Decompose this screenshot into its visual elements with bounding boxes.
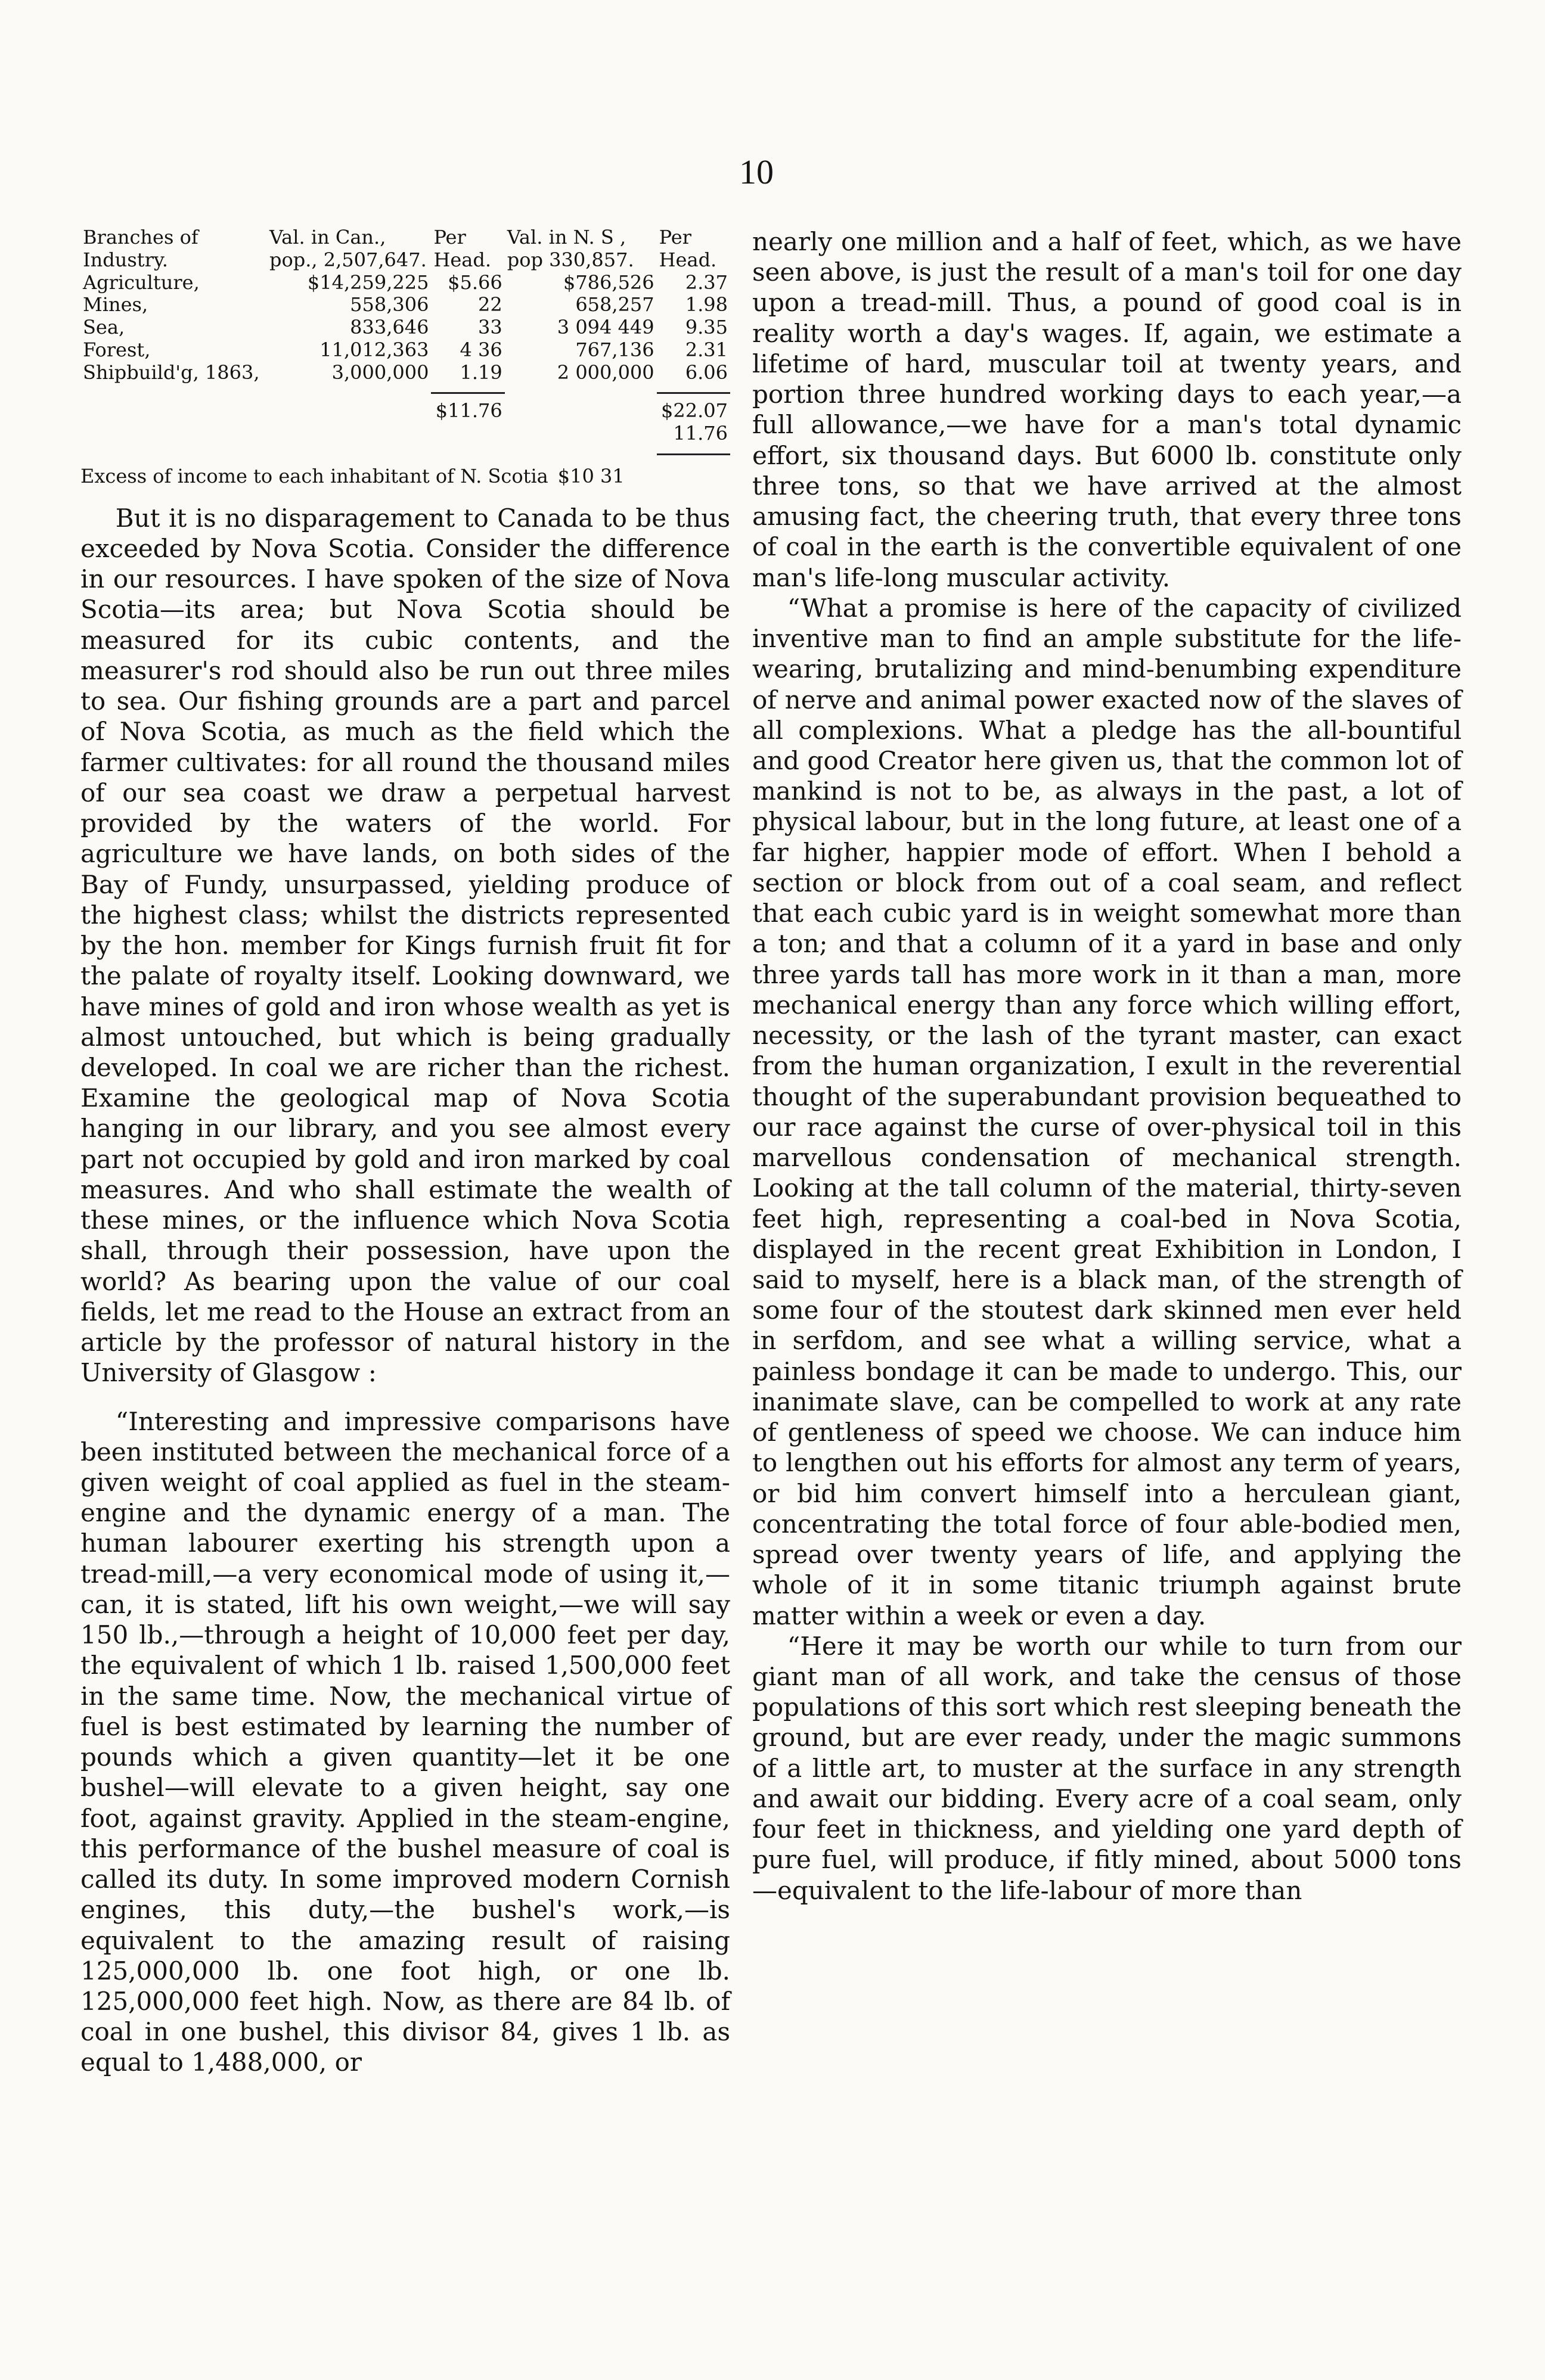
ns-total-per-head: $22.07 — [661, 399, 728, 422]
total-rule-row — [80, 384, 730, 393]
canada-per-head-cell: 4 36 — [460, 338, 502, 361]
table-header-row — [80, 226, 730, 272]
canada-per-head-cell: 1.19 — [460, 361, 502, 384]
right-column — [752, 226, 1462, 1906]
canada-total-per-head: $11.76 — [435, 399, 502, 422]
excess-income-line — [80, 465, 730, 487]
left-column — [80, 226, 730, 2092]
branch-cell: Sea, — [83, 316, 125, 338]
paragraph-census: “Here it may be worth our while to turn from our giant man of all work, and take the census of those populations of this sort which rest sleeping beneath the ground, but are ever ready, under the magic summons of a little art, to muster at the surface in any strength and await our bidding. Every acre of a coal seam, only four feet in thickness, and yielding one yard depth of pure fuel, will produce, if fitly mined, about 5000 tons—equivalent to the life-labour of more than — [752, 1631, 1462, 1905]
branch-cell: Mines, — [83, 293, 148, 316]
branch-cell: Agriculture, — [83, 271, 200, 294]
excess-income-label: Excess of income to each inhabitant of N. Scotia — [80, 464, 548, 487]
table-row — [80, 339, 730, 362]
header-branches: Branches of Industry. — [83, 226, 198, 271]
excess-income-value: $10 31 — [557, 464, 625, 487]
paragraph-pound-of-coal: nearly one million and a half of feet, which, as we have seen above, is just the result of a man's toil for one day upon a tread-mill. Thus, a pound of good coal is in reality worth a day's wages. If, again, we estimate a lifetime of hard, muscular toil at twenty years, and portion three hundred working days to each year,—a full allowance,—we have for a man's total dynamic effort, six thousand days. But 6000 lb. constitute only three tons, so that we have arrived at the almost amusing fact, the cheering truth, that every three tons of coal in the earth is the convertible equivalent of one man's life-long muscular activity. — [752, 227, 1462, 592]
canada-value-cell: 833,646 — [350, 316, 429, 338]
table-row — [80, 362, 730, 384]
header-per-head-canada: Per Head. — [433, 226, 492, 271]
industry-value-table — [80, 226, 730, 455]
ns-per-head-cell: 1.98 — [685, 293, 728, 316]
canada-per-head-cell: $5.66 — [448, 271, 502, 294]
canada-value-cell: 558,306 — [350, 293, 429, 316]
table-row — [80, 294, 730, 316]
ns-subtract-value: 11.76 — [673, 422, 728, 445]
canada-total-rule — [431, 384, 504, 393]
canada-per-head-cell: 22 — [478, 293, 502, 316]
page-number: 10 — [739, 153, 774, 191]
paragraph-quote-coal-force: “Interesting and impressive comparisons have been instituted between the mechanical force of a given weight of coal applied as fuel in the steam-engine and the dynamic energy of a man. The human labourer exerting his strength upon a tread-mill,—a very economical mode of using it,—can, it is stated, lift his own weight,—we will say 150 lb.,—through a height of 10,000 feet per day, the equivalent of which 1 lb. raised 1,500,000 feet in the same time. Now, the mechanical virtue of fuel is best estimated by learning the number of pounds which a given quantity—let it be one bushel—will elevate to a given height, say one foot, against gravity. Applied in the steam-engine, this performance of the bushel measure of coal is called its duty. In some improved modern Cornish engines, this duty,—the bushel's work,—is equivalent to the amazing result of raising 125,000,000 lb. one foot high, or one lb. 125,000,000 feet high. Now, as there are 84 lb. of coal in one bushel, this divisor 84, gives 1 lb. as equal to 1,488,000, or — [80, 1406, 730, 2077]
ns-value-cell: 767,136 — [575, 338, 654, 361]
canada-value-cell: 11,012,363 — [319, 338, 429, 361]
canada-value-cell: 3,000,000 — [331, 361, 429, 384]
canada-value-cell: $14,259,225 — [307, 271, 429, 294]
subtract-row — [80, 422, 730, 445]
ns-total-rule — [657, 384, 730, 393]
canada-per-head-cell: 33 — [478, 316, 502, 338]
ns-value-cell: 2 000,000 — [557, 361, 654, 384]
subtract-rule-row — [80, 445, 730, 455]
ns-per-head-cell: 2.31 — [685, 338, 728, 361]
ns-value-cell: 658,257 — [575, 293, 654, 316]
table-row — [80, 316, 730, 339]
table-row — [80, 272, 730, 294]
header-per-head-nova-scotia: Per Head. — [659, 226, 717, 271]
ns-value-cell: $786,526 — [563, 271, 654, 294]
totals-row — [80, 393, 730, 422]
paragraph-promise: “What a promise is here of the capacity of civilized inventive man to find an ample substitute for the life-wearing, brutalizing and mind-benumbing expenditure of nerve and animal power exacted now of the slaves of all complexions. What a pledge has the all-bountiful and good Creator here given us, that the common lot of mankind is not to be, as always in the past, a lot of physical labour, but in the long future, at least one of a far higher, happier mode of effort. When I behold a section or block from out of a coal seam, and reflect that each cubic yard is in weight somewhat more than a ton; and that a column of it a yard in base and only three yards tall has more work in it than a man, more mechanical energy than any force which willing effort, necessity, or the lash of the tyrant master, can exact from the human organization, I exult in the reverential thought of the superabundant provision bequeathed to our race against the curse of over-physical toil in this marvellous condensation of mechanical strength. Looking at the tall column of the material, thirty-seven feet high, representing a coal-bed in Nova Scotia, displayed in the recent great Exhibition in London, I said to myself, here is a black man, of the strength of some four of the stoutest dark skinned men ever held in serfdom, and see what a willing service, what a painless bondage it can be made to undergo. This, our inanimate slave, can be compelled to work at any rate of gentleness of speed we choose. We can induce him to lengthen out his efforts for almost any term of years, or bid him convert himself into a herculean giant, concentrating the total force of four able-bodied men, spread over twenty years of life, and applying the whole of it in some titanic triumph against brute matter within a week or even a day. — [752, 593, 1462, 1630]
ns-per-head-cell: 2.37 — [685, 271, 728, 294]
header-val-canada: Val. in Can., pop., 2,507,647. — [269, 226, 427, 271]
branch-cell: Forest, — [83, 338, 151, 361]
ns-per-head-cell: 9.35 — [685, 316, 728, 338]
paragraph-disparagement: But it is no disparagement to Canada to be thus exceeded by Nova Scotia. Consider the difference in our resources. I have spoken of the size of Nova Scotia—its area; but Nova Scotia should be measured for its cubic contents, and the measurer's rod should also be run out three miles to sea. Our fishing grounds are a part and parcel of Nova Scotia, as much as the field which the farmer cultivates: for all round the thousand miles of our sea coast we draw a perpetual harvest provided by the waters of the world. For agriculture we have lands, on both sides of the Bay of Fundy, unsurpassed, yielding produce of the highest class; whilst the districts represented by the hon. member for Kings furnish fruit fit for the palate of royalty itself. Looking downward, we have mines of gold and iron whose wealth as yet is almost untouched, but which is being gradually developed. In coal we are richer than the richest. Examine the geological map of Nova Scotia hanging in our library, and you see almost every part not occupied by gold and iron marked by coal measures. And who shall estimate the wealth of these mines, or the influence which Nova Scotia shall, through their possession, have upon the world? As bearing upon the value of our coal fields, let me read to the House an extract from an article by the professor of natural history in the University of Glasgow : — [80, 503, 730, 1388]
branch-cell: Shipbuild'g, 1863, — [83, 361, 260, 384]
ns-per-head-cell: 6.06 — [685, 361, 728, 384]
ns-value-cell: 3 094 449 — [557, 316, 654, 338]
ns-subtract-rule — [657, 445, 730, 455]
header-val-nova-scotia: Val. in N. S , pop 330,857. — [507, 226, 634, 271]
